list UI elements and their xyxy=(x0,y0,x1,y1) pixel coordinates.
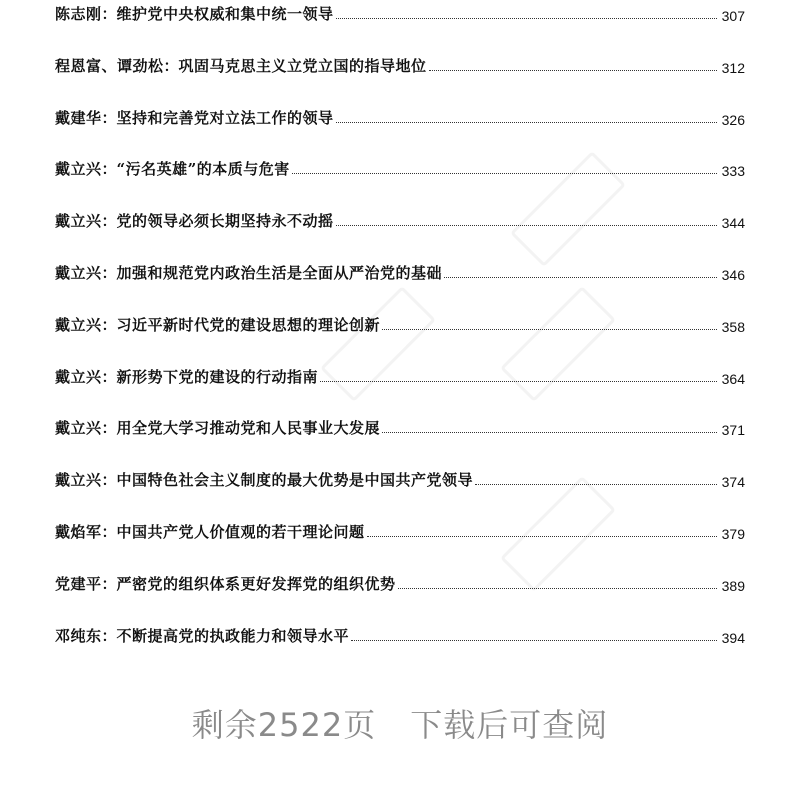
download-to-view-text: 下载后可查阅 xyxy=(410,706,609,744)
toc-entry[interactable] xyxy=(55,518,745,542)
toc-entry-title: 党的领导必须长期坚持永不动摇 xyxy=(116,212,334,230)
toc-entry[interactable] xyxy=(55,0,745,24)
toc-entry-title: 新形势下党的建设的行动指南 xyxy=(116,368,319,386)
toc-entry-separator: ： xyxy=(101,5,117,23)
toc-entry-dot-leader xyxy=(382,328,717,330)
toc-entry[interactable] xyxy=(55,414,745,438)
toc-entry-page-number: 394 xyxy=(721,630,745,646)
toc-entry-dot-leader xyxy=(292,172,717,174)
toc-entry-author: 戴立兴 xyxy=(55,160,102,178)
toc-entry-dot-leader xyxy=(351,639,717,641)
toc-entry-page-number: 358 xyxy=(721,319,745,335)
toc-entry-separator: ： xyxy=(101,109,117,127)
toc-entry-separator: ： xyxy=(101,575,117,593)
toc-entry-dot-leader xyxy=(398,587,717,589)
toc-entry-title: 用全党大学习推动党和人民事业大发展 xyxy=(116,419,381,437)
toc-entry-title: 维护党中央权威和集中统一领导 xyxy=(116,5,334,23)
remaining-pages-text: 剩余2522页 xyxy=(191,706,377,744)
toc-entry-title: 严密党的组织体系更好发挥党的组织优势 xyxy=(116,575,396,593)
toc-entry-author: 戴立兴 xyxy=(55,471,102,489)
toc-entry-dot-leader xyxy=(336,17,717,19)
toc-entry-page-number: 326 xyxy=(721,112,745,128)
download-notice[interactable] xyxy=(0,700,800,746)
toc-entry-dot-leader xyxy=(336,224,717,226)
toc-entry-author: 邓纯东 xyxy=(55,627,102,645)
toc-entry[interactable] xyxy=(55,622,745,646)
toc-entry-title: 不断提高党的执政能力和领导水平 xyxy=(116,627,350,645)
toc-entry-page-number: 344 xyxy=(721,215,745,231)
toc-entry-separator: ： xyxy=(101,523,117,541)
toc-entry-dot-leader xyxy=(336,121,717,123)
toc-entry-separator: ： xyxy=(101,419,117,437)
toc-entry-separator: ： xyxy=(101,316,117,334)
toc-entry-separator: ： xyxy=(163,57,179,75)
toc-entry-author: 陈志刚 xyxy=(55,5,102,23)
toc-entry-title: 习近平新时代党的建设思想的理论创新 xyxy=(116,316,381,334)
toc-entry-title: 中国共产党人价值观的若干理论问题 xyxy=(116,523,365,541)
toc-entry[interactable] xyxy=(55,259,745,283)
toc-entry-title: 加强和规范党内政治生活是全面从严治党的基础 xyxy=(116,264,443,282)
toc-entry-title: 坚持和完善党对立法工作的领导 xyxy=(116,109,334,127)
toc-entry-page-number: 389 xyxy=(721,578,745,594)
toc-entry-separator: ： xyxy=(101,627,117,645)
toc-entry-page-number: 346 xyxy=(721,267,745,283)
toc-entry-separator: ： xyxy=(101,471,117,489)
toc-entry-author: 戴立兴 xyxy=(55,212,102,230)
toc-entry[interactable] xyxy=(55,52,745,76)
toc-entry-separator: ： xyxy=(101,368,117,386)
toc-entry-dot-leader xyxy=(382,431,717,433)
toc-entry-page-number: 307 xyxy=(721,8,745,24)
toc-entry-author: 党建平 xyxy=(55,575,102,593)
toc-entry-page-number: 333 xyxy=(721,163,745,179)
toc-entry-page-number: 371 xyxy=(721,422,745,438)
toc-entry[interactable] xyxy=(55,155,745,179)
toc-entry-author: 程恩富、谭劲松 xyxy=(55,57,164,75)
toc-entry-dot-leader xyxy=(320,380,717,382)
toc-entry-author: 戴焰军 xyxy=(55,523,102,541)
toc-entry-title: 中国特色社会主义制度的最大优势是中国共产党领导 xyxy=(116,471,474,489)
toc-entry-page-number: 364 xyxy=(721,371,745,387)
toc-entry-separator: ： xyxy=(101,160,117,178)
toc-entry-author: 戴立兴 xyxy=(55,264,102,282)
toc-entry-page-number: 379 xyxy=(721,526,745,542)
toc-entry-dot-leader xyxy=(429,69,717,71)
toc-entry-separator: ： xyxy=(101,264,117,282)
toc-entry-title: “污名英雄”的本质与危害 xyxy=(116,160,290,178)
toc-entry-dot-leader xyxy=(475,483,717,485)
toc-entry[interactable] xyxy=(55,207,745,231)
toc-entry-dot-leader xyxy=(367,535,717,537)
toc-entry-page-number: 374 xyxy=(721,474,745,490)
toc-entry-separator: ： xyxy=(101,212,117,230)
toc-entry-dot-leader xyxy=(444,276,717,278)
toc-entry-page-number: 312 xyxy=(721,60,745,76)
toc-entry-author: 戴建华 xyxy=(55,109,102,127)
toc-entry[interactable] xyxy=(55,311,745,335)
toc-entry-author: 戴立兴 xyxy=(55,368,102,386)
toc-entry-author: 戴立兴 xyxy=(55,419,102,437)
toc-entry[interactable] xyxy=(55,104,745,128)
toc-entry-author: 戴立兴 xyxy=(55,316,102,334)
toc-entry[interactable] xyxy=(55,466,745,490)
toc-entry-title: 巩固马克思主义立党立国的指导地位 xyxy=(178,57,427,75)
toc-entry[interactable] xyxy=(55,570,745,594)
toc-entry[interactable] xyxy=(55,363,745,387)
